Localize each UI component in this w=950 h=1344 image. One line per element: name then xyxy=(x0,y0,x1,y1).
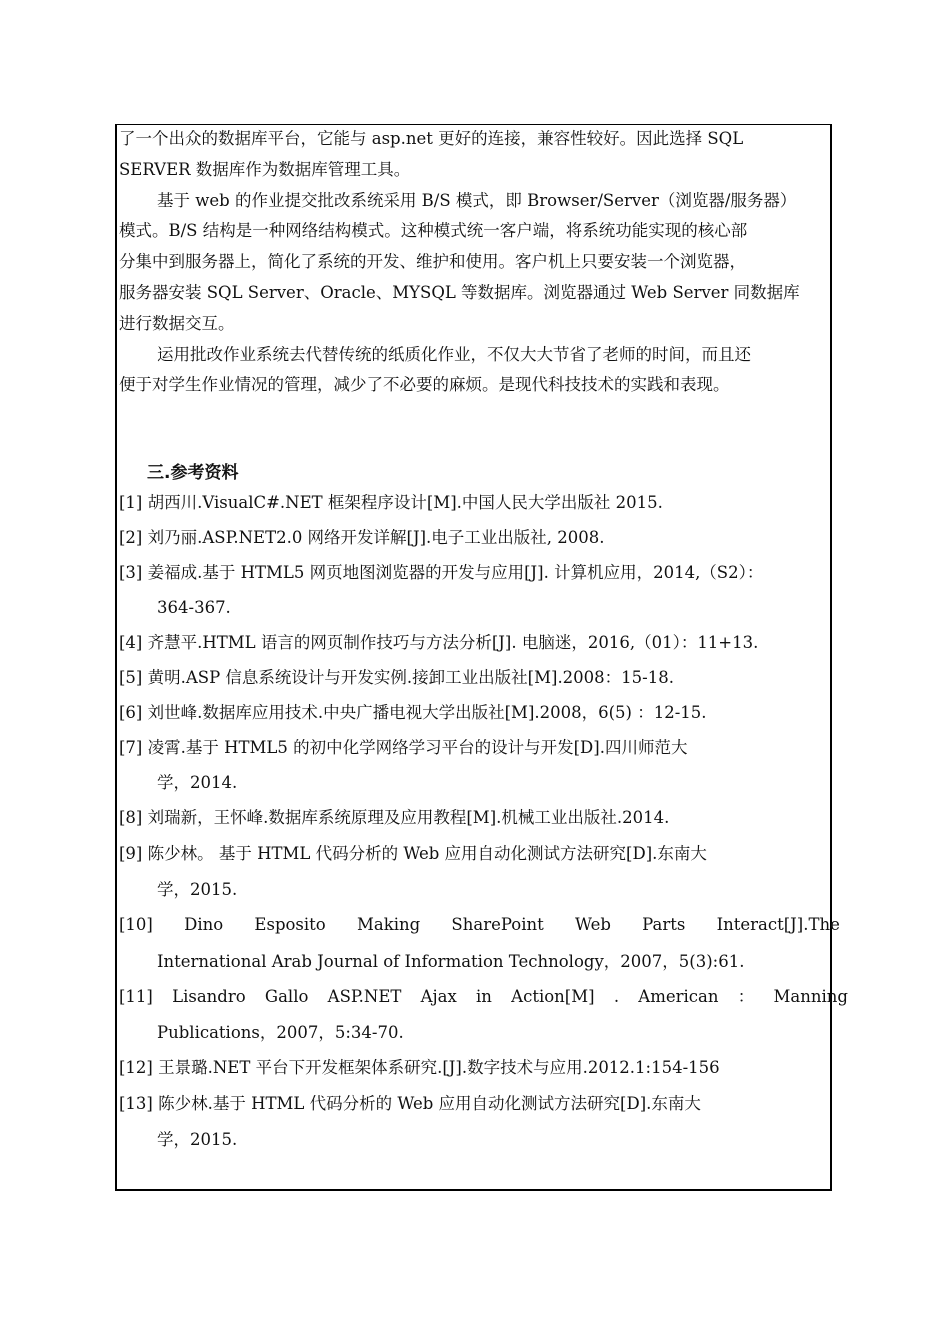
reference-item: [13] 陈少林.基于 HTML 代码分析的 Web 应用自动化测试方法研究[D].东南大 xyxy=(119,1094,701,1113)
reference-item-continued: 364-367. xyxy=(157,598,231,617)
paragraph-line: 模式。B/S 结构是一种网络结构模式。这种模式统一客户端，将系统功能实现的核心部 xyxy=(119,221,748,240)
reference-item: [1] 胡西川.VisualC#.NET 框架程序设计[M].中国人民大学出版社 2015. xyxy=(119,493,663,512)
reference-item: [7] 凌霄.基于 HTML5 的初中化学网络学习平台的设计与开发[D].四川师范大 xyxy=(119,738,688,757)
reference-item-continued: International Arab Journal of Information Technology，2007，5(3):61. xyxy=(157,952,745,971)
reference-item: [9] 陈少林。 基于 HTML 代码分析的 Web 应用自动化测试方法研究[D].东南大 xyxy=(119,844,707,863)
reference-item-continued: 学，2015. xyxy=(157,1130,238,1149)
paragraph-line: 运用批改作业系统去代替传统的纸质化作业，不仅大大节省了老师的时间，而且还 xyxy=(157,345,751,364)
reference-item: [11] Lisandro Gallo ASP.NET Ajax in Action[M] . American ： Manning xyxy=(119,987,848,1006)
reference-item: [5] 黄明.ASP 信息系统设计与开发实例.接卸工业出版社[M].2008：15-18. xyxy=(119,668,674,687)
section-heading: 三.参考资料 xyxy=(147,463,239,483)
reference-item: [2] 刘乃丽.ASP.NET2.0 网络开发详解[J].电子工业出版社, 2008. xyxy=(119,528,605,547)
reference-item-continued: 学，2014. xyxy=(157,773,238,792)
paragraph-line: 服务器安装 SQL Server、Oracle、MYSQL 等数据库。浏览器通过 Web Server 同数据库 xyxy=(119,283,800,302)
paragraph-line: 基于 web 的作业提交批改系统采用 B/S 模式，即 Browser/Server（浏览器/服务器） xyxy=(157,191,797,210)
paragraph-line: 便于对学生作业情况的管理，减少了不必要的麻烦。是现代科技技术的实践和表现。 xyxy=(119,375,730,394)
reference-item: [3] 姜福成.基于 HTML5 网页地图浏览器的开发与应用[J]. 计算机应用，2014,（S2）： xyxy=(119,563,764,582)
paragraph-line: 了一个出众的数据库平台，它能与 asp.net 更好的连接，兼容性较好。因此选择 SQL xyxy=(119,129,744,148)
reference-item: [6] 刘世峰.数据库应用技术.中央广播电视大学出版社[M].2008，6(5) ：12-15. xyxy=(119,703,707,722)
paragraph-line: 分集中到服务器上，简化了系统的开发、维护和使用。客户机上只要安装一个浏览器， xyxy=(119,252,746,271)
reference-item: [10] Dino Esposito Making SharePoint Web Parts Interact[J].The xyxy=(119,915,840,934)
reference-item: [8] 刘瑞新，王怀峰.数据库系统原理及应用教程[M].机械工业出版社.2014. xyxy=(119,808,670,827)
reference-item-continued: Publications，2007，5:34-70. xyxy=(157,1023,404,1042)
paragraph-line: 进行数据交互。 xyxy=(119,314,235,333)
reference-item-continued: 学，2015. xyxy=(157,880,238,899)
reference-item: [12] 王景璐.NET 平台下开发框架体系研究.[J].数字技术与应用.2012.1:154-156 xyxy=(119,1058,720,1077)
reference-item: [4] 齐慧平.HTML 语言的网页制作技巧与方法分析[J]. 电脑迷，2016,（01）：11+13. xyxy=(119,633,759,652)
paragraph-line: SERVER 数据库作为数据库管理工具。 xyxy=(119,160,411,179)
